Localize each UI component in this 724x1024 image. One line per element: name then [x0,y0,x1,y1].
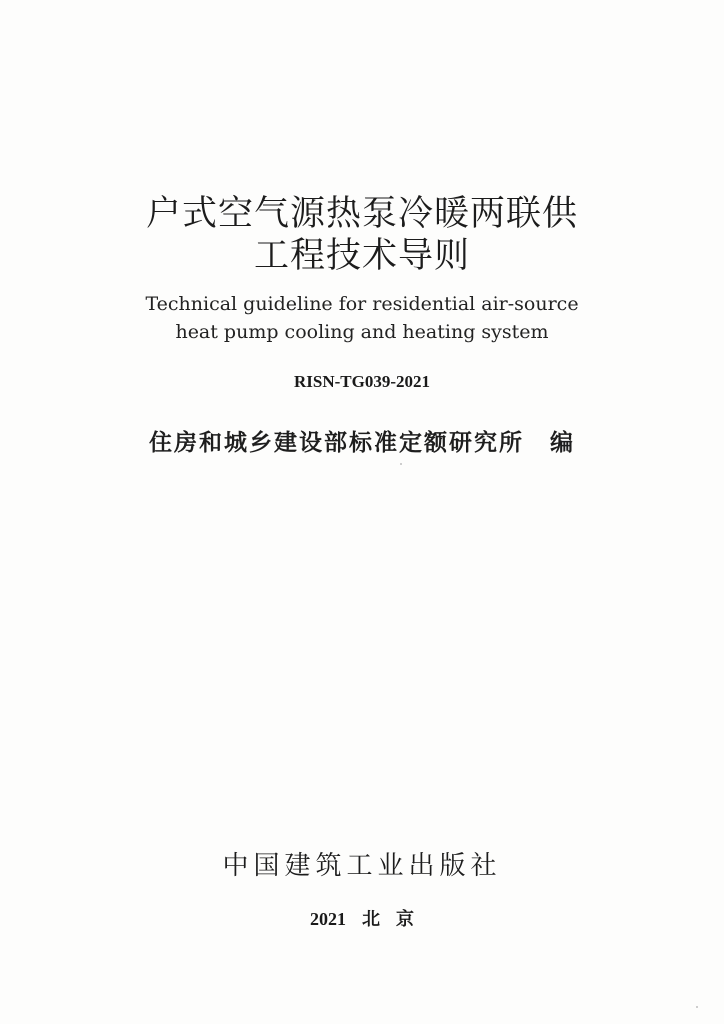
title-chinese-line-1: 户式空气源热泵冷暖两联供 [145,194,578,234]
publication-city-char-1: 北 [362,909,380,929]
publication-year-city [0,905,724,931]
editor-line [0,424,724,457]
publisher-name: 中国建筑工业出版社 [222,851,502,881]
scan-speck [696,1006,698,1008]
editor-organization: 住房和城乡建设部标准定额研究所 [149,430,524,456]
title-chinese-line-2: 工程技术导则 [253,236,470,276]
publication-year: 2021 [310,909,346,929]
title-english-line-2: heat pump cooling and heating system [175,321,549,343]
scan-speck [400,463,402,465]
standard-code: RISN-TG039-2021 [293,372,430,391]
publication-city-char-2: 京 [396,909,414,929]
title-english-line-1: Technical guideline for residential air-source [145,293,579,315]
editor-role: 编 [550,430,575,456]
